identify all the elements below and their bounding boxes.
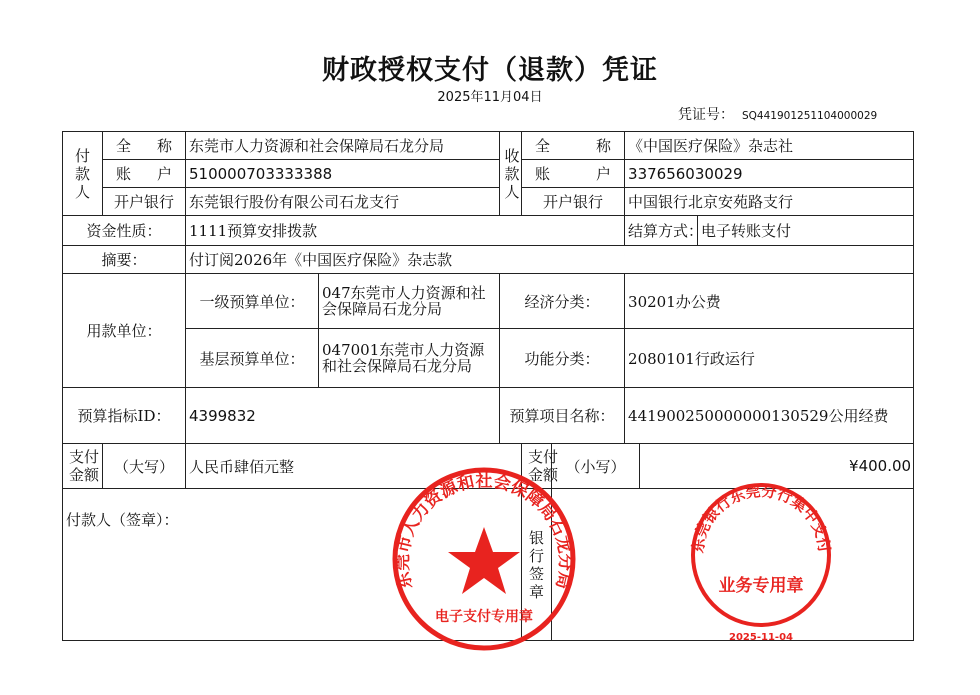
bank-signature-label: 银行签章 xyxy=(522,489,552,641)
bank-seal xyxy=(686,470,836,650)
voucher-date: 2025年11月04日 xyxy=(437,90,543,105)
voucher-number-label: 凭证号： xyxy=(678,107,734,123)
payer-name: 东莞市人力资源和社会保障局石龙分局 xyxy=(186,132,500,160)
level1-label: 一级预算单位： xyxy=(186,274,319,329)
econ-label: 经济分类： xyxy=(500,274,625,329)
summary-value: 付订阅2026年《中国医疗保险》杂志款 xyxy=(186,246,914,274)
payer-signature-label: 付款人（签章）： xyxy=(66,511,179,529)
payer-account-row xyxy=(63,160,914,188)
amount-lower-value: ¥400.00 xyxy=(640,444,914,489)
summary-row xyxy=(63,246,914,274)
payer-account-label: 账 户 xyxy=(103,160,186,188)
budget-id-value: 4399832 xyxy=(186,388,500,444)
unit-base-row xyxy=(63,329,914,388)
settlement-value: 电子转账支付 xyxy=(698,216,914,246)
payee-name-label: 全 称 xyxy=(522,132,625,160)
bank-seal-date: 2025-11-04 xyxy=(729,632,793,643)
level1-value: 047东莞市人力资源和社会保障局石龙分局 xyxy=(319,274,500,329)
payer-bank: 东莞银行股份有限公司石龙支行 xyxy=(186,188,500,216)
payer-bank-row xyxy=(63,188,914,216)
payer-seal xyxy=(389,464,579,654)
voucher-number-line xyxy=(678,104,877,124)
budget-project-value: 441900250000000130529公用经费 xyxy=(625,388,914,444)
amount-upper-label: （大写） xyxy=(103,444,186,489)
func-value: 2080101行政运行 xyxy=(625,329,914,388)
unit-label: 用款单位： xyxy=(63,274,186,388)
payee-name: 《中国医疗保险》杂志社 xyxy=(625,132,914,160)
bank-seal-ring-text: 东莞银行东莞分行集中支付 xyxy=(688,481,834,555)
settlement-label: 结算方式： xyxy=(625,216,698,246)
payee-bank: 中国银行北京安苑路支行 xyxy=(625,188,914,216)
fund-row xyxy=(63,216,914,246)
payee-label: 收款人 xyxy=(500,132,522,216)
star-icon xyxy=(448,527,520,594)
econ-value: 30201办公费 xyxy=(625,274,914,329)
budget-row xyxy=(63,388,914,444)
fund-value: 1111预算安排拨款 xyxy=(186,216,625,246)
bank-seal-bottom-text: 业务专用章 xyxy=(718,576,804,596)
payer-label: 付款人 xyxy=(63,132,103,216)
payee-bank-label: 开户银行 xyxy=(522,188,625,216)
budget-project-label: 预算项目名称： xyxy=(500,388,625,444)
amount-label: 支付金额 xyxy=(63,444,103,489)
amount-lower-label: （小写） xyxy=(552,444,640,489)
amount-upper-value: 人民币肆佰元整 xyxy=(186,444,522,489)
base-value: 047001东莞市人力资源和社会保障局石龙分局 xyxy=(319,329,500,388)
unit-level1-row xyxy=(63,274,914,329)
payer-bank-label: 开户银行 xyxy=(103,188,186,216)
payer-account: 510000703333388 xyxy=(186,160,500,188)
budget-id-label: 预算指标ID： xyxy=(63,388,186,444)
payee-account: 337656030029 xyxy=(625,160,914,188)
summary-label: 摘要： xyxy=(63,246,186,274)
voucher-title: 财政授权支付（退款）凭证 xyxy=(322,55,658,86)
fund-label: 资金性质： xyxy=(63,216,186,246)
payee-account-label: 账 户 xyxy=(522,160,625,188)
base-label: 基层预算单位： xyxy=(186,329,319,388)
amount-lower-title: 支付金额 xyxy=(522,444,552,489)
payer-seal-bottom-text: 电子支付专用章 xyxy=(435,609,533,625)
payer-name-row xyxy=(63,132,914,160)
payer-seal-ring-text: 东莞市人力资源和社会保障局石龙分局 xyxy=(392,471,576,591)
payer-name-label: 全 称 xyxy=(103,132,186,160)
func-label: 功能分类： xyxy=(500,329,625,388)
voucher-number: SQ441901251104000029 xyxy=(742,110,878,122)
